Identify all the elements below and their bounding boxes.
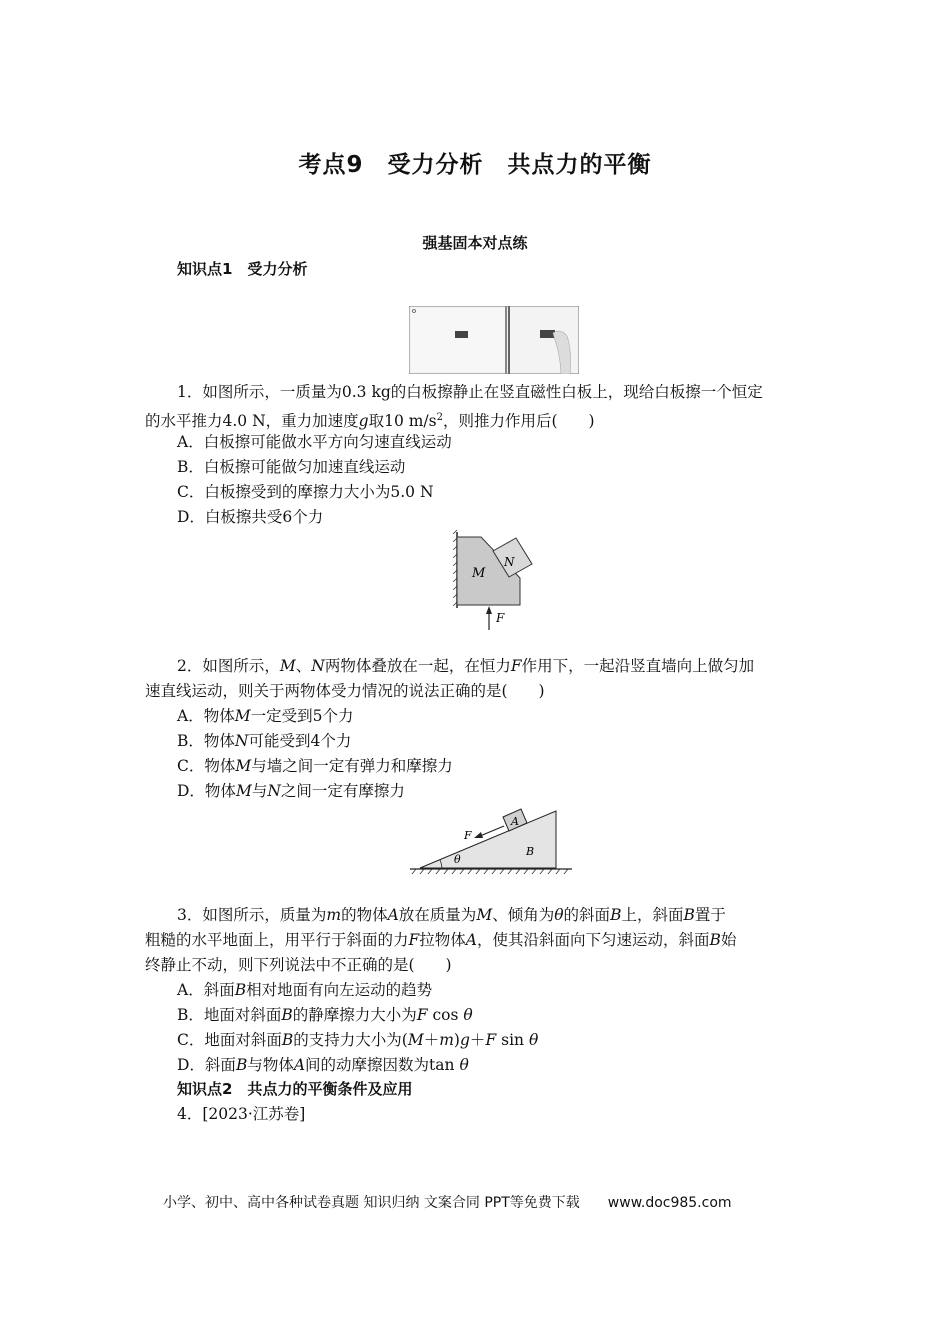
- label-m: M: [472, 566, 486, 581]
- q1-option-a: A．白板擦可能做水平方向匀速直线运动: [177, 433, 452, 451]
- q1-option-b: B．白板擦可能做匀加速直线运动: [177, 458, 406, 476]
- q3-figure: [408, 805, 574, 875]
- knowledge-point-2: 知识点2 共点力的平衡条件及应用: [177, 1080, 413, 1098]
- q2-option-c: C．物体M与墙之间一定有弹力和摩擦力: [177, 757, 453, 775]
- q3-stem-line1: 3．如图所示，质量为m的物体A放在质量为M、倾角为θ的斜面B上，斜面B置于: [177, 906, 726, 924]
- footer: [163, 1192, 732, 1212]
- q3-stem-line2: 粗糙的水平地面上，用平行于斜面的力F拉物体A，使其沿斜面向下匀速运动，斜面B始: [145, 931, 737, 949]
- q2-option-d: D．物体M与N之间一定有摩擦力: [177, 782, 405, 800]
- q3-stem-line3: 终静止不动，则下列说法中不正确的是( ): [145, 956, 452, 974]
- knowledge-point-1: 知识点1 受力分析: [177, 260, 308, 278]
- label-f: F: [496, 611, 505, 625]
- footer-text: 小学、初中、高中各种试卷真题 知识归纳 文案合同 PPT等免费下载: [163, 1195, 580, 1211]
- q2-option-b: B．物体N可能受到4个力: [177, 732, 352, 750]
- q1-figure-photo: [409, 306, 579, 374]
- footer-url[interactable]: www.doc985.com: [607, 1195, 732, 1211]
- section-heading: 强基固本对点练: [422, 234, 528, 252]
- incline-b: [420, 811, 556, 868]
- q4-stem: 4．[2023·江苏卷]: [177, 1105, 306, 1123]
- q1-option-d: D．白板擦共受6个力: [177, 508, 324, 526]
- label-b: B: [526, 845, 535, 858]
- label-n: N: [504, 555, 515, 569]
- label-f: F: [464, 829, 472, 842]
- q3-option-a: A．斜面B相对地面有向左运动的趋势: [177, 981, 433, 999]
- label-a: A: [511, 815, 519, 828]
- page-title: 考点9 受力分析 共点力的平衡: [298, 152, 652, 178]
- q2-option-a: A．物体M一定受到5个力: [177, 707, 354, 725]
- ground-hatch: [412, 869, 568, 874]
- q2-figure: [440, 530, 540, 634]
- q1-stem-line1: 1．如图所示，一质量为0.3 kg的白板擦静止在竖直磁性白板上，现给白板擦一个恒定: [177, 383, 763, 401]
- label-theta: θ: [454, 853, 461, 866]
- q2-stem-line2: 速直线运动，则关于两物体受力情况的说法正确的是( ): [145, 682, 545, 700]
- q3-option-d: D．斜面B与物体A间的动摩擦因数为tan θ: [177, 1056, 469, 1074]
- q1-option-c: C．白板擦受到的摩擦力大小为5.0 N: [177, 483, 434, 501]
- q3-option-b: B．地面对斜面B的静摩擦力大小为F cos θ: [177, 1006, 473, 1024]
- q3-option-c: C．地面对斜面B的支持力大小为(M＋m)g＋F sin θ: [177, 1031, 539, 1049]
- q2-stem-line1: 2．如图所示，M、N两物体叠放在一起，在恒力F作用下，一起沿竖直墙向上做匀加: [177, 657, 755, 675]
- q1-stem-line2: 的水平推力4.0 N，重力加速度g取10 $m/s^2$，则推力作用后( ): [145, 412, 595, 431]
